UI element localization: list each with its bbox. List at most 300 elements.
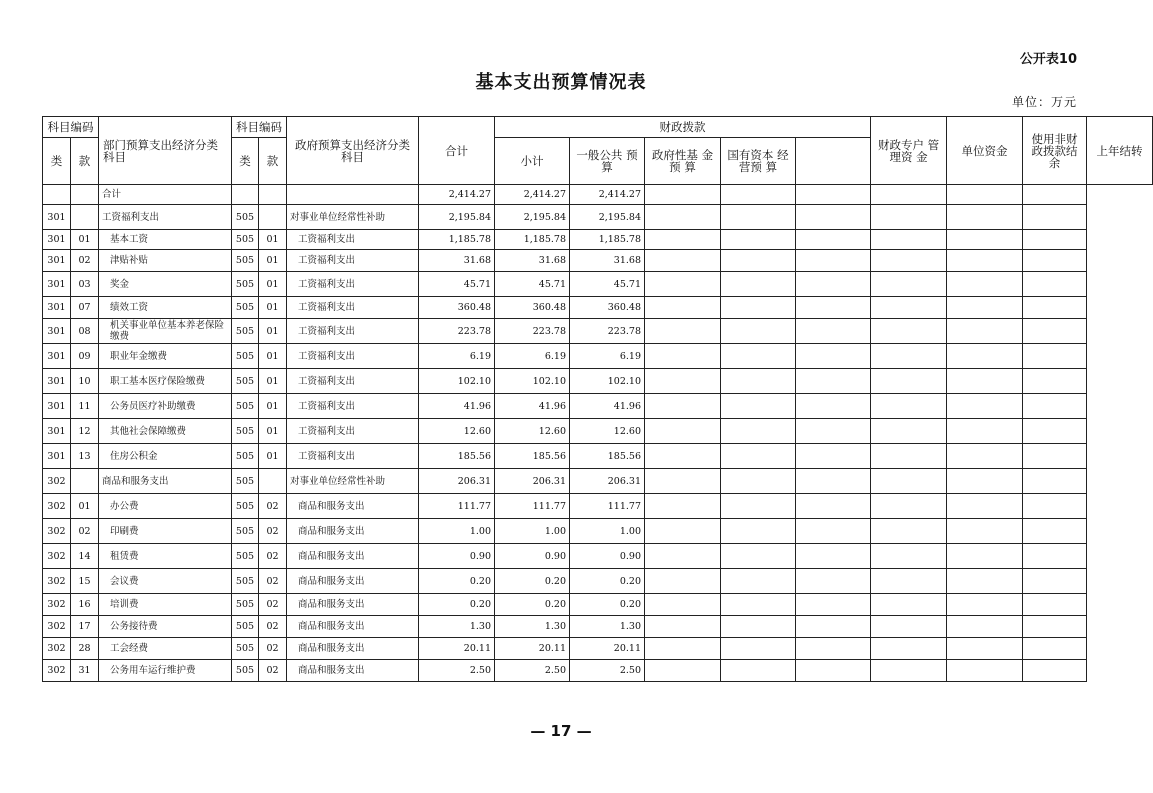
cell-type: 301 (43, 444, 71, 469)
cell-fiscal-special (796, 519, 871, 544)
cell-last-year-carryover (1023, 594, 1087, 616)
cell-gov-fund (645, 469, 721, 494)
cell-last-year-carryover (1023, 494, 1087, 519)
cell-dept-name: 公务接待费 (99, 616, 232, 638)
cell-gov-item: 02 (259, 494, 287, 519)
cell-gov-type: 505 (232, 205, 259, 230)
cell-general-public: 0.90 (570, 544, 645, 569)
cell-type: 301 (43, 205, 71, 230)
cell-gov-type: 505 (232, 369, 259, 394)
cell-unit-funds (871, 394, 947, 419)
cell-gov-fund (645, 319, 721, 344)
cell-type: 302 (43, 469, 71, 494)
cell-gov-fund (645, 638, 721, 660)
table-row (43, 594, 1153, 616)
cell-gov-name: 工资福利支出 (287, 419, 419, 444)
cell-gov-name: 商品和服务支出 (287, 660, 419, 682)
cell-dept-name: 商品和服务支出 (99, 469, 232, 494)
cell-total: 12.60 (419, 419, 495, 444)
cell-state-capital (721, 205, 796, 230)
cell-dept-name: 办公费 (99, 494, 232, 519)
budget-table (42, 116, 1153, 682)
cell-fiscal-special (796, 344, 871, 369)
table-row (43, 369, 1153, 394)
cell-subtotal: 41.96 (495, 394, 570, 419)
header-unit-funds: 单位资金 (947, 117, 1023, 185)
cell-fiscal-special (796, 250, 871, 272)
cell-subtotal: 2,195.84 (495, 205, 570, 230)
cell-fiscal-special (796, 394, 871, 419)
header-general-public-budget: 一般公共 预 算 (570, 138, 645, 185)
cell-unit-funds (871, 660, 947, 682)
cell-total: 0.90 (419, 544, 495, 569)
header-state-capital-budget: 国有资本 经 营预 算 (721, 138, 796, 185)
cell-subtotal: 2.50 (495, 660, 570, 682)
cell-subtotal: 0.20 (495, 569, 570, 594)
cell-last-year-carryover (1023, 519, 1087, 544)
cell-gov-fund (645, 569, 721, 594)
cell-state-capital (721, 250, 796, 272)
cell-total: 0.20 (419, 594, 495, 616)
cell-general-public: 12.60 (570, 419, 645, 444)
cell-last-year-carryover (1023, 569, 1087, 594)
form-number: 公开表10 (1019, 52, 1077, 67)
cell-fiscal-special (796, 319, 871, 344)
cell-type: 302 (43, 638, 71, 660)
cell-gov-type: 505 (232, 250, 259, 272)
header-gov-item: 款 (259, 138, 287, 185)
cell-general-public: 360.48 (570, 297, 645, 319)
cell-gov-type: 505 (232, 544, 259, 569)
cell-non-fiscal-surplus (947, 344, 1023, 369)
cell-gov-fund (645, 205, 721, 230)
table-row (43, 544, 1153, 569)
cell-gov-fund (645, 519, 721, 544)
cell-dept-name: 绩效工资 (99, 297, 232, 319)
cell-gov-fund (645, 272, 721, 297)
cell-subtotal: 1.30 (495, 616, 570, 638)
cell-gov-fund (645, 494, 721, 519)
cell-last-year-carryover (1023, 230, 1087, 250)
cell-non-fiscal-surplus (947, 469, 1023, 494)
cell-general-public: 0.20 (570, 594, 645, 616)
cell-item: 02 (71, 250, 99, 272)
cell-general-public: 31.68 (570, 250, 645, 272)
cell-last-year-carryover (1023, 616, 1087, 638)
cell-gov-item: 02 (259, 569, 287, 594)
cell-non-fiscal-surplus (947, 205, 1023, 230)
cell-fiscal-special (796, 660, 871, 682)
unit-label: 单位：万元 (1011, 95, 1077, 109)
cell-dept-name: 租赁费 (99, 544, 232, 569)
table-row (43, 272, 1153, 297)
cell-general-public: 6.19 (570, 344, 645, 369)
cell-non-fiscal-surplus (947, 419, 1023, 444)
cell-general-public: 102.10 (570, 369, 645, 394)
cell-gov-fund (645, 594, 721, 616)
table-row (43, 250, 1153, 272)
header-fiscal-allocation: 财政拨款 (495, 117, 871, 138)
table-row (43, 519, 1153, 544)
cell-last-year-carryover (1023, 638, 1087, 660)
header-last-year-carryover: 上年结转 (1087, 117, 1153, 185)
cell-last-year-carryover (1023, 544, 1087, 569)
cell-type: 301 (43, 250, 71, 272)
cell-state-capital (721, 230, 796, 250)
cell-item: 01 (71, 230, 99, 250)
cell-unit-funds (871, 272, 947, 297)
header-subject-code-gov: 科目编码 (232, 117, 287, 138)
cell-total: 102.10 (419, 369, 495, 394)
cell-non-fiscal-surplus (947, 444, 1023, 469)
cell-gov-type: 505 (232, 519, 259, 544)
cell-gov-item: 01 (259, 319, 287, 344)
cell-state-capital (721, 319, 796, 344)
table-row (43, 660, 1153, 682)
cell-unit-funds (871, 419, 947, 444)
cell-item: 16 (71, 594, 99, 616)
cell-unit-funds (871, 519, 947, 544)
cell-item (71, 469, 99, 494)
cell-total: 223.78 (419, 319, 495, 344)
cell-item: 14 (71, 544, 99, 569)
cell-subtotal: 1,185.78 (495, 230, 570, 250)
table-row (43, 638, 1153, 660)
cell-subtotal: 0.20 (495, 594, 570, 616)
cell-type: 301 (43, 344, 71, 369)
page-title: 基本支出预算情况表 (475, 72, 647, 93)
cell-gov-type (232, 185, 259, 205)
cell-dept-name: 基本工资 (99, 230, 232, 250)
cell-dept-name: 培训费 (99, 594, 232, 616)
cell-unit-funds (871, 185, 947, 205)
cell-gov-item (259, 205, 287, 230)
cell-gov-item: 01 (259, 369, 287, 394)
cell-non-fiscal-surplus (947, 272, 1023, 297)
cell-item: 02 (71, 519, 99, 544)
cell-state-capital (721, 660, 796, 682)
cell-general-public: 20.11 (570, 638, 645, 660)
cell-gov-type: 505 (232, 616, 259, 638)
cell-gov-type: 505 (232, 569, 259, 594)
header-subject-code: 科目编码 (43, 117, 99, 138)
cell-state-capital (721, 519, 796, 544)
cell-fiscal-special (796, 594, 871, 616)
cell-unit-funds (871, 616, 947, 638)
cell-gov-name: 工资福利支出 (287, 297, 419, 319)
cell-subtotal: 31.68 (495, 250, 570, 272)
cell-gov-fund (645, 616, 721, 638)
header-item: 款 (71, 138, 99, 185)
cell-state-capital (721, 616, 796, 638)
cell-unit-funds (871, 230, 947, 250)
cell-unit-funds (871, 594, 947, 616)
cell-state-capital (721, 394, 796, 419)
cell-state-capital (721, 419, 796, 444)
cell-general-public: 45.71 (570, 272, 645, 297)
cell-non-fiscal-surplus (947, 250, 1023, 272)
cell-gov-name: 工资福利支出 (287, 250, 419, 272)
cell-unit-funds (871, 319, 947, 344)
cell-gov-type: 505 (232, 230, 259, 250)
cell-subtotal: 45.71 (495, 272, 570, 297)
cell-subtotal: 1.00 (495, 519, 570, 544)
cell-gov-name: 工资福利支出 (287, 272, 419, 297)
cell-gov-fund (645, 544, 721, 569)
cell-fiscal-special (796, 444, 871, 469)
cell-gov-type: 505 (232, 272, 259, 297)
cell-unit-funds (871, 569, 947, 594)
cell-type (43, 185, 71, 205)
cell-gov-name (287, 185, 419, 205)
cell-subtotal: 6.19 (495, 344, 570, 369)
cell-gov-item: 01 (259, 250, 287, 272)
cell-non-fiscal-surplus (947, 660, 1023, 682)
cell-dept-name: 其他社会保障缴费 (99, 419, 232, 444)
table-row (43, 494, 1153, 519)
cell-type: 301 (43, 230, 71, 250)
cell-gov-type: 505 (232, 319, 259, 344)
cell-gov-type: 505 (232, 394, 259, 419)
cell-general-public: 2,195.84 (570, 205, 645, 230)
cell-state-capital (721, 569, 796, 594)
header-non-fiscal-surplus: 使用非财 政拨款结 余 (1023, 117, 1087, 185)
cell-gov-item: 02 (259, 519, 287, 544)
cell-subtotal: 223.78 (495, 319, 570, 344)
cell-type: 301 (43, 297, 71, 319)
cell-unit-funds (871, 369, 947, 394)
cell-gov-name: 工资福利支出 (287, 394, 419, 419)
cell-non-fiscal-surplus (947, 616, 1023, 638)
cell-item: 09 (71, 344, 99, 369)
cell-gov-item: 02 (259, 660, 287, 682)
cell-dept-name: 合计 (99, 185, 232, 205)
table-row (43, 185, 1153, 205)
cell-general-public: 1.00 (570, 519, 645, 544)
cell-gov-fund (645, 250, 721, 272)
cell-dept-name: 职业年金缴费 (99, 344, 232, 369)
cell-state-capital (721, 594, 796, 616)
table-row (43, 344, 1153, 369)
cell-fiscal-special (796, 494, 871, 519)
cell-gov-item: 02 (259, 594, 287, 616)
cell-gov-item (259, 185, 287, 205)
cell-fiscal-special (796, 616, 871, 638)
cell-last-year-carryover (1023, 444, 1087, 469)
cell-non-fiscal-surplus (947, 569, 1023, 594)
cell-item: 11 (71, 394, 99, 419)
cell-gov-name: 商品和服务支出 (287, 594, 419, 616)
cell-dept-name: 公务用车运行维护费 (99, 660, 232, 682)
cell-gov-name: 商品和服务支出 (287, 638, 419, 660)
cell-fiscal-special (796, 469, 871, 494)
cell-item: 28 (71, 638, 99, 660)
cell-last-year-carryover (1023, 205, 1087, 230)
table-row (43, 394, 1153, 419)
cell-fiscal-special (796, 205, 871, 230)
cell-fiscal-special (796, 569, 871, 594)
cell-subtotal: 2,414.27 (495, 185, 570, 205)
cell-fiscal-special (796, 297, 871, 319)
cell-subtotal: 12.60 (495, 419, 570, 444)
cell-general-public: 223.78 (570, 319, 645, 344)
cell-non-fiscal-surplus (947, 185, 1023, 205)
cell-gov-type: 505 (232, 494, 259, 519)
cell-general-public: 1.30 (570, 616, 645, 638)
cell-total: 185.56 (419, 444, 495, 469)
cell-item: 15 (71, 569, 99, 594)
cell-total: 2,195.84 (419, 205, 495, 230)
cell-item: 03 (71, 272, 99, 297)
cell-unit-funds (871, 344, 947, 369)
table-row (43, 230, 1153, 250)
cell-last-year-carryover (1023, 297, 1087, 319)
cell-fiscal-special (796, 272, 871, 297)
cell-general-public: 2,414.27 (570, 185, 645, 205)
cell-gov-item: 01 (259, 419, 287, 444)
cell-fiscal-special (796, 638, 871, 660)
cell-last-year-carryover (1023, 272, 1087, 297)
cell-gov-name: 商品和服务支出 (287, 616, 419, 638)
cell-unit-funds (871, 638, 947, 660)
cell-unit-funds (871, 494, 947, 519)
cell-non-fiscal-surplus (947, 369, 1023, 394)
cell-total: 0.20 (419, 569, 495, 594)
table-row (43, 205, 1153, 230)
cell-gov-item: 01 (259, 444, 287, 469)
cell-last-year-carryover (1023, 394, 1087, 419)
cell-item (71, 185, 99, 205)
cell-non-fiscal-surplus (947, 297, 1023, 319)
cell-gov-fund (645, 444, 721, 469)
cell-dept-name: 会议费 (99, 569, 232, 594)
cell-unit-funds (871, 544, 947, 569)
cell-dept-name: 住房公积金 (99, 444, 232, 469)
cell-fiscal-special (796, 544, 871, 569)
cell-total: 360.48 (419, 297, 495, 319)
cell-total: 1.00 (419, 519, 495, 544)
cell-gov-type: 505 (232, 469, 259, 494)
cell-gov-name: 工资福利支出 (287, 344, 419, 369)
cell-gov-name: 对事业单位经常性补助 (287, 205, 419, 230)
cell-subtotal: 185.56 (495, 444, 570, 469)
cell-gov-type: 505 (232, 444, 259, 469)
cell-gov-type: 505 (232, 419, 259, 444)
cell-gov-fund (645, 344, 721, 369)
cell-item: 13 (71, 444, 99, 469)
cell-state-capital (721, 185, 796, 205)
cell-unit-funds (871, 250, 947, 272)
cell-subtotal: 0.90 (495, 544, 570, 569)
cell-dept-name: 奖金 (99, 272, 232, 297)
cell-total: 111.77 (419, 494, 495, 519)
cell-total: 2,414.27 (419, 185, 495, 205)
cell-total: 31.68 (419, 250, 495, 272)
cell-gov-item: 02 (259, 638, 287, 660)
cell-gov-name: 商品和服务支出 (287, 494, 419, 519)
cell-type: 301 (43, 419, 71, 444)
cell-gov-item (259, 469, 287, 494)
cell-state-capital (721, 444, 796, 469)
cell-gov-type: 505 (232, 297, 259, 319)
cell-subtotal: 102.10 (495, 369, 570, 394)
table-row (43, 469, 1153, 494)
cell-total: 20.11 (419, 638, 495, 660)
cell-last-year-carryover (1023, 344, 1087, 369)
cell-item: 10 (71, 369, 99, 394)
cell-state-capital (721, 494, 796, 519)
cell-type: 302 (43, 494, 71, 519)
cell-state-capital (721, 638, 796, 660)
cell-dept-name: 职工基本医疗保险缴费 (99, 369, 232, 394)
header-fiscal-special-account: 财政专户 管 理资 金 (871, 117, 947, 185)
cell-non-fiscal-surplus (947, 638, 1023, 660)
cell-gov-item: 01 (259, 230, 287, 250)
cell-type: 302 (43, 660, 71, 682)
header-subtotal: 小计 (495, 138, 570, 185)
cell-last-year-carryover (1023, 250, 1087, 272)
cell-non-fiscal-surplus (947, 594, 1023, 616)
cell-last-year-carryover (1023, 185, 1087, 205)
cell-general-public: 111.77 (570, 494, 645, 519)
cell-total: 206.31 (419, 469, 495, 494)
cell-type: 302 (43, 594, 71, 616)
cell-gov-name: 工资福利支出 (287, 230, 419, 250)
cell-gov-type: 505 (232, 594, 259, 616)
cell-gov-type: 505 (232, 344, 259, 369)
cell-item: 17 (71, 616, 99, 638)
cell-subtotal: 20.11 (495, 638, 570, 660)
cell-gov-item: 02 (259, 616, 287, 638)
cell-dept-name: 津贴补贴 (99, 250, 232, 272)
cell-fiscal-special (796, 419, 871, 444)
cell-gov-name: 工资福利支出 (287, 444, 419, 469)
cell-non-fiscal-surplus (947, 494, 1023, 519)
cell-last-year-carryover (1023, 369, 1087, 394)
cell-item: 01 (71, 494, 99, 519)
cell-last-year-carryover (1023, 419, 1087, 444)
cell-gov-fund (645, 185, 721, 205)
table-row (43, 319, 1153, 344)
cell-subtotal: 206.31 (495, 469, 570, 494)
cell-gov-item: 02 (259, 544, 287, 569)
cell-gov-fund (645, 660, 721, 682)
cell-gov-item: 01 (259, 297, 287, 319)
cell-gov-type: 505 (232, 638, 259, 660)
cell-type: 301 (43, 394, 71, 419)
cell-general-public: 41.96 (570, 394, 645, 419)
cell-total: 1,185.78 (419, 230, 495, 250)
cell-total: 45.71 (419, 272, 495, 297)
cell-item: 12 (71, 419, 99, 444)
table-row (43, 569, 1153, 594)
cell-item (71, 205, 99, 230)
cell-dept-name: 机关事业单位基本养老保险缴费 (99, 319, 232, 344)
cell-gov-fund (645, 369, 721, 394)
header-total: 合计 (419, 117, 495, 185)
cell-type: 301 (43, 369, 71, 394)
cell-general-public: 2.50 (570, 660, 645, 682)
cell-unit-funds (871, 469, 947, 494)
cell-dept-name: 工资福利支出 (99, 205, 232, 230)
cell-gov-name: 对事业单位经常性补助 (287, 469, 419, 494)
cell-non-fiscal-surplus (947, 544, 1023, 569)
cell-gov-name: 商品和服务支出 (287, 519, 419, 544)
cell-item: 07 (71, 297, 99, 319)
header-gov-classification: 政府预算支出经济分类 科目 (287, 117, 419, 185)
cell-type: 301 (43, 272, 71, 297)
header-type: 类 (43, 138, 71, 185)
